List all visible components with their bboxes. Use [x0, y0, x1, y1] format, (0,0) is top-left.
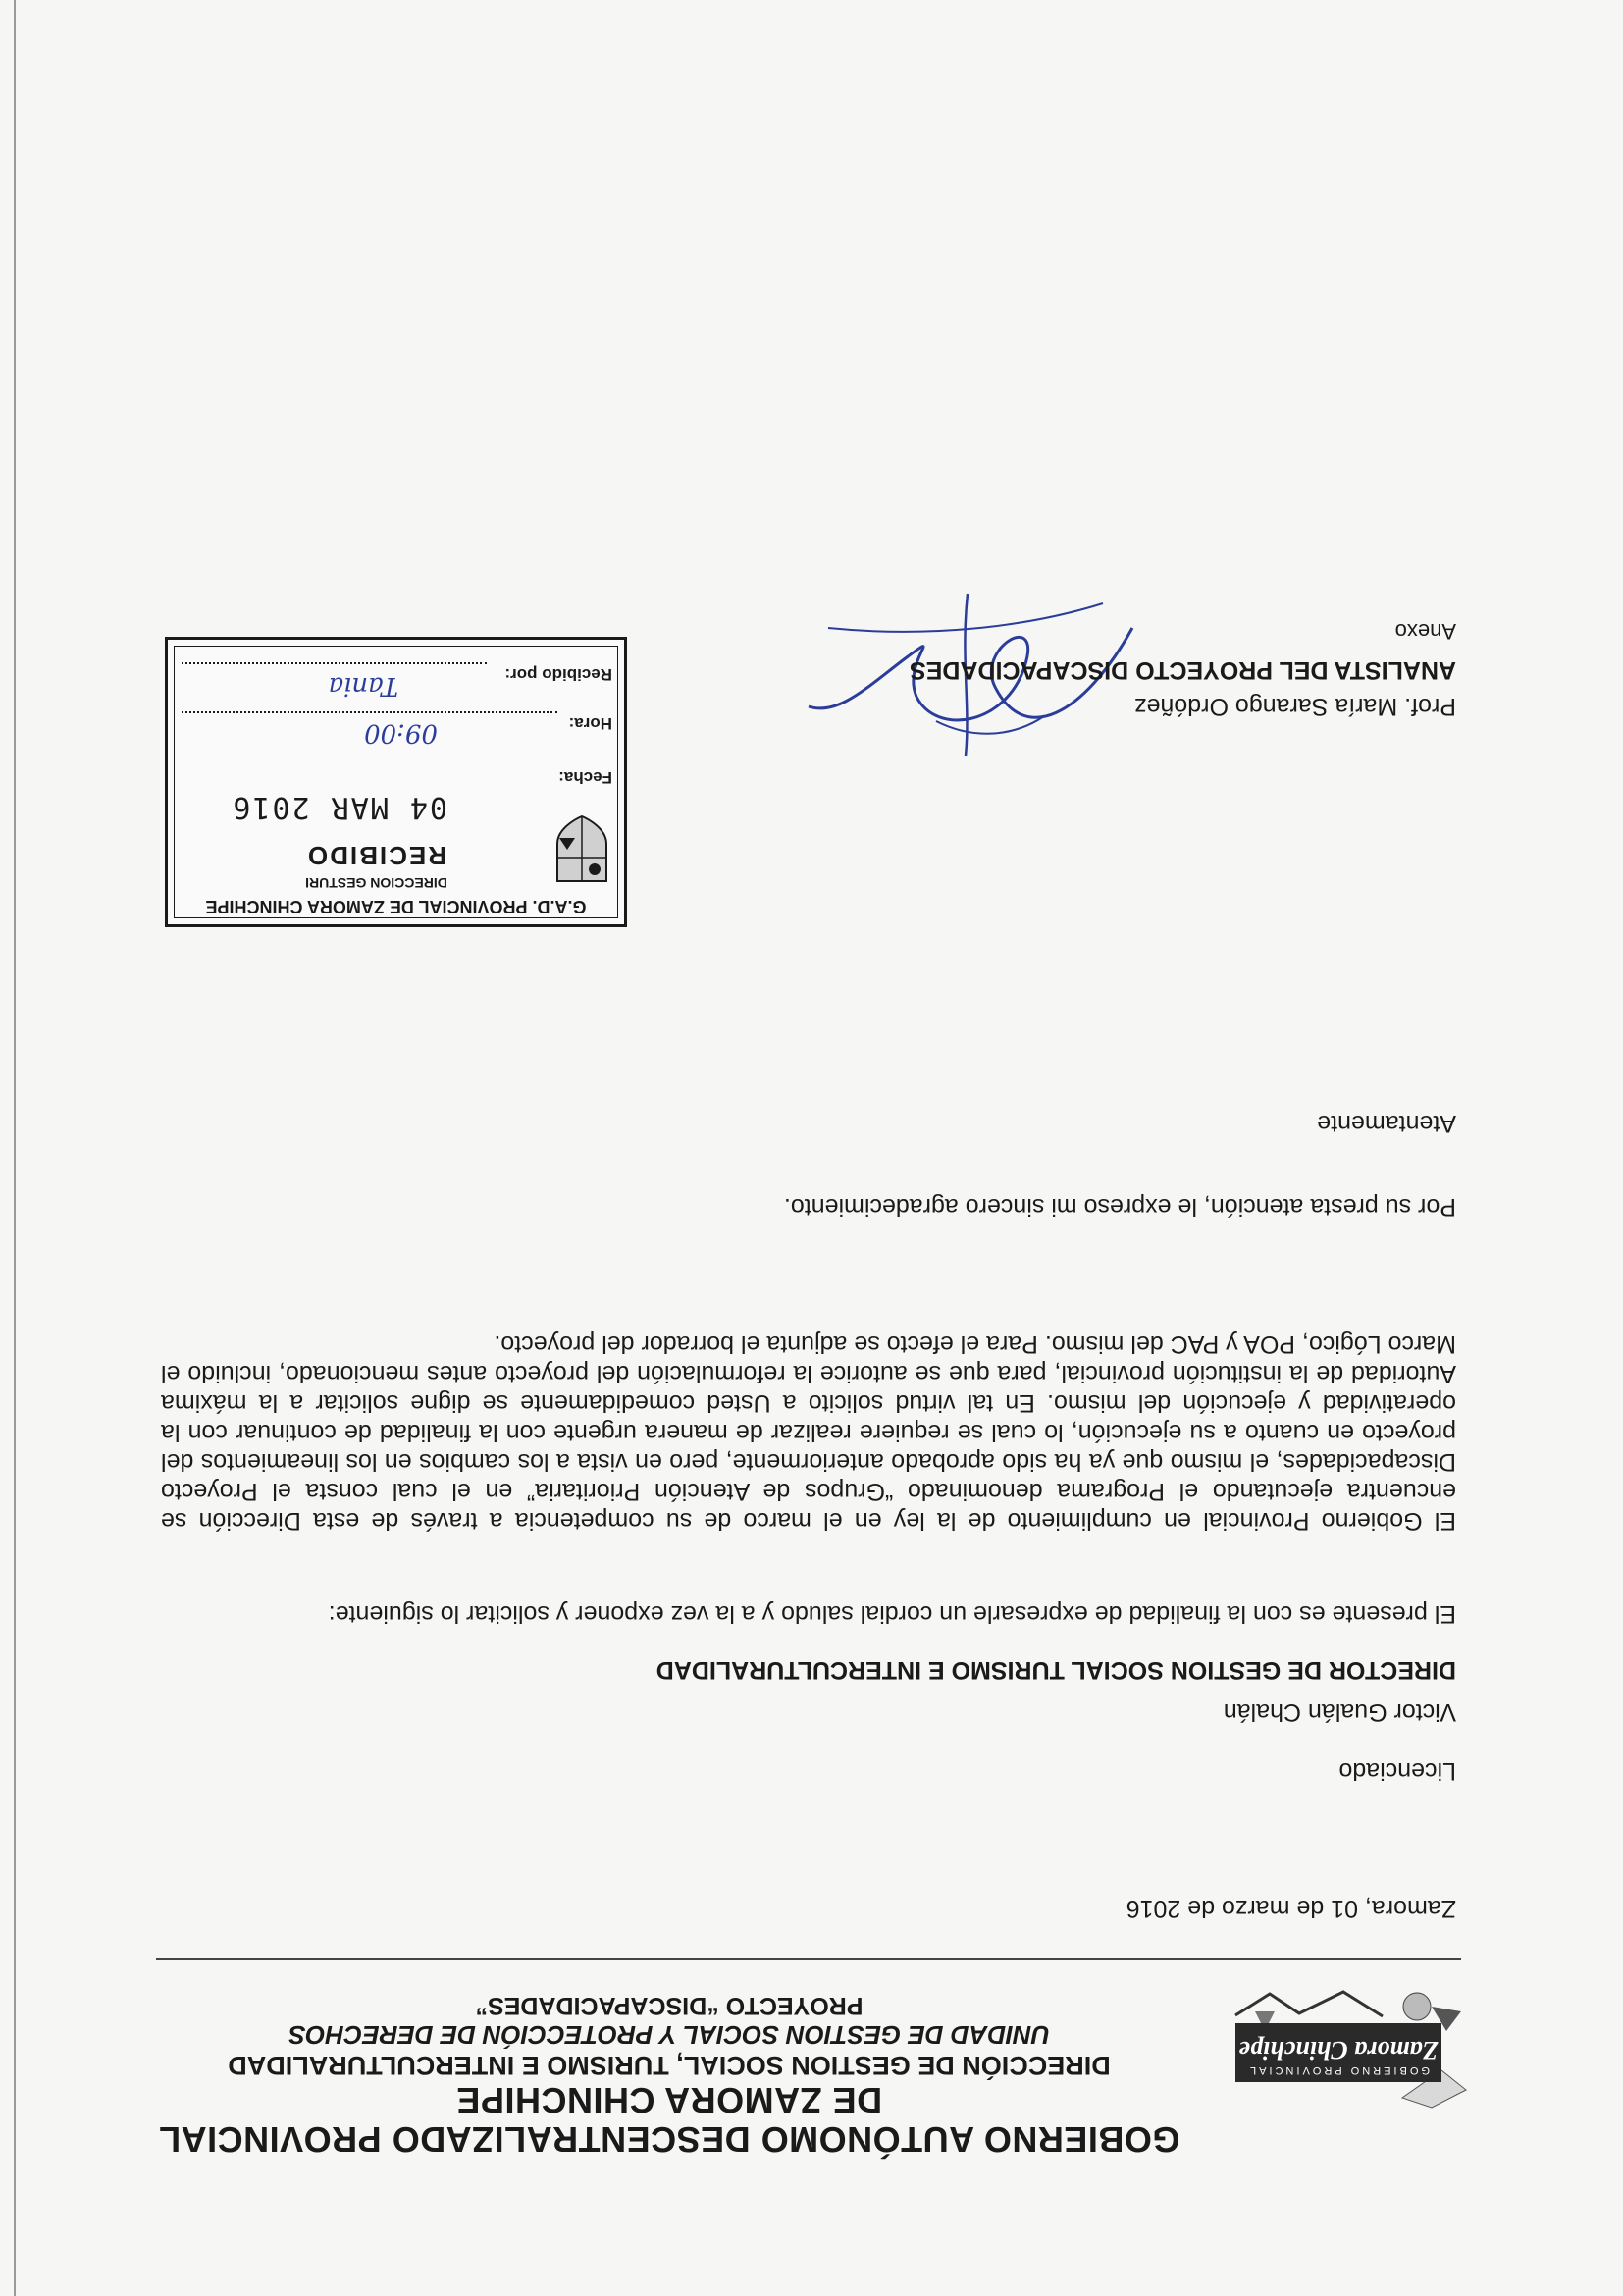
logo-big-text: Zamora Chinchipe [1238, 2036, 1439, 2064]
paragraph-intro: El presente es con la finalidad de expresarle un cordial saludo y a la vez exponer y solicitar lo siguiente: [328, 1600, 1456, 1628]
reception-stamp [165, 637, 627, 927]
stamp-time-label: Hora: [568, 714, 612, 733]
salutation-title: Licenciado [1338, 1757, 1456, 1785]
letterhead [0, 1991, 1623, 2159]
header-rule [156, 1958, 1461, 1960]
signer-name: Prof. María Sarango Ordóñez [1134, 693, 1456, 720]
letterhead-line-2: DE ZAMORA CHINCHIPE [455, 2080, 883, 2120]
stamp-received-by-label: Recibido por: [504, 665, 612, 684]
letterhead-line-3: DIRECCIÓN DE GESTION SOCIAL, TURISMO E INTERCULTURALIDAD [228, 2051, 1111, 2080]
stamp-time-line [182, 711, 557, 713]
annex-label: Anexo [1394, 619, 1456, 644]
stamp-received: RECIBIDO [305, 841, 447, 870]
letter-date: Zamora, 01 de marzo de 2016 [1126, 1895, 1456, 1922]
stamp-date-value: 04 MAR 2016 [231, 790, 447, 824]
recipient-role: DIRECTOR DE GESTION SOCIAL TURISMO E INTERCULTURALIDAD [655, 1656, 1456, 1684]
paragraph-thanks: Por su presta atención, le expreso mi sincero agradecimiento. [783, 1193, 1456, 1221]
letterhead-line-5: PROYECTO “DISCAPACIDADES” [475, 1992, 864, 2019]
stamp-date-label: Fecha: [558, 768, 612, 787]
stamp-subtitle: DIRECCION GESTURI [305, 875, 447, 891]
stamp-time-value: 09:00 [364, 718, 438, 748]
scan-border [14, 0, 16, 2296]
logo-small-text: GOBIERNO PROVINCIAL [1247, 2064, 1430, 2076]
stamp-received-by-value: Tania [328, 671, 398, 701]
closing: Atentamente [1317, 1110, 1456, 1137]
letterhead-line-1: GOBIERNO AUTÓNOMO DESCENTRALIZADO PROVINCIAL [158, 2119, 1180, 2160]
letterhead-line-4: UNIDAD DE GESTION SOCIAL Y PROTECCIÓN DE DERECHOS [288, 2020, 1050, 2050]
stamp-received-by-line [182, 662, 487, 664]
recipient-name: Victor Gualán Chalán [1223, 1698, 1456, 1726]
stamp-title: G.A.D. PROVINCIAL DE ZAMORA CHINCHIPE [205, 897, 587, 916]
signer-role: ANALISTA DEL PROYECTO DISCAPACIDADES [910, 656, 1456, 684]
paragraph-body: El Gobierno Provincial en cumplimiento de la ley en el marco de su competencia a través de esta Dirección se encuentra ejecutando el Programa denominado “Grupos de Atención Prioritaria” en el cual consta el Proyecto Discapacidades, el mismo que ya ha sido aprobado anteriormente, pero en vista a los cambios en los lineamientos del proyecto en cuanto a su ejecución, lo cual se requiere realizar de manera urgente con la finalidad de continuar con la operatividad y ejecución del mismo. En tal virtud solicito a Usted comedidamente se digne solicitar a la máxima Autoridad de la institución provincial, para que se autorice la reformulación del proyecto antes mencionado, incluido el Marco Lógico, POA y PAC del mismo. Para el efecto se adjunta el borrador del proyecto. [161, 1331, 1456, 1535]
